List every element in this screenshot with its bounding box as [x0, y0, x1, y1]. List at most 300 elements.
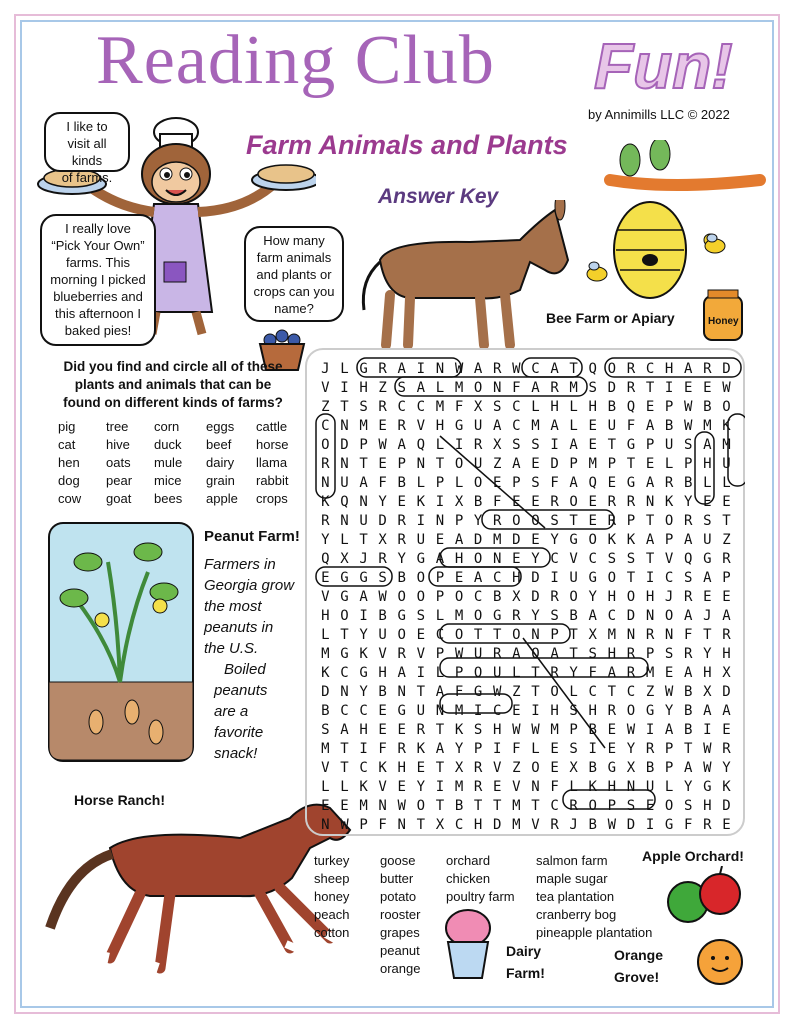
grid-letter: J — [664, 589, 674, 605]
grid-letter: C — [550, 551, 559, 567]
grid-letter: G — [569, 532, 578, 548]
grid-letter: O — [454, 456, 464, 472]
grid-letter: E — [645, 399, 655, 415]
grid-letter: I — [703, 722, 712, 738]
grid-letter: S — [588, 380, 597, 396]
grid-letter: G — [359, 665, 368, 681]
grid-letter: X — [473, 399, 483, 415]
grid-letter: T — [531, 665, 540, 681]
grid-letter: F — [684, 817, 693, 833]
grid-letter: E — [645, 798, 655, 814]
grid-letter: O — [397, 589, 406, 605]
grid-letter: C — [321, 418, 330, 434]
grid-letter: P — [512, 475, 521, 491]
grid-letter: O — [664, 608, 674, 624]
grid-letter: C — [397, 399, 406, 415]
grid-letter: A — [645, 418, 655, 434]
grid-letter: A — [722, 608, 731, 624]
grid-letter: E — [512, 551, 521, 567]
word: dog — [58, 473, 80, 488]
grid-letter: Y — [550, 532, 559, 548]
grid-letter: O — [531, 760, 540, 776]
grid-letter: R — [493, 646, 502, 662]
grid-letter: Y — [397, 551, 406, 567]
grid-letter: B — [664, 418, 674, 434]
grid-letter: O — [416, 798, 426, 814]
grid-letter: T — [493, 627, 502, 643]
peanut-fact-line: favorite — [214, 724, 264, 741]
grid-letter: K — [378, 760, 387, 776]
grid-letter: D — [531, 589, 540, 605]
grid-letter: A — [664, 722, 674, 738]
grid-letter: N — [340, 418, 349, 434]
grid-letter: A — [550, 361, 559, 377]
grid-letter: D — [473, 532, 483, 548]
grid-letter: X — [378, 532, 387, 548]
grid-letter: C — [340, 703, 349, 719]
bubble-3-line: farm animals — [256, 250, 332, 265]
grid-letter: W — [493, 684, 502, 700]
grid-letter: B — [684, 722, 693, 738]
bubble-2-line: farms. This — [65, 255, 131, 270]
grid-letter: C — [588, 551, 597, 567]
grid-letter: W — [454, 646, 464, 662]
grid-letter: E — [378, 703, 387, 719]
grid-letter: O — [416, 570, 426, 586]
grid-letter: D — [531, 570, 540, 586]
grid-letter: O — [512, 627, 521, 643]
grid-letter: O — [473, 608, 483, 624]
grid-letter: T — [473, 798, 483, 814]
grid-letter: M — [321, 646, 330, 662]
grid-letter: G — [645, 703, 655, 719]
grid-letter: S — [512, 437, 521, 453]
grid-letter: P — [664, 760, 674, 776]
grid-letter: M — [531, 418, 540, 434]
grid-letter: P — [607, 456, 617, 472]
grid-letter: H — [550, 703, 559, 719]
grid-letter: Y — [588, 589, 597, 605]
grid-letter: H — [703, 798, 712, 814]
grid-letter: N — [359, 494, 368, 510]
grid-letter: H — [703, 456, 712, 472]
grid-letter: O — [454, 589, 464, 605]
grid-letter: Y — [531, 608, 540, 624]
grid-letter: P — [607, 798, 617, 814]
answer-key-label: Answer Key — [378, 185, 499, 208]
grid-letter: N — [397, 817, 406, 833]
grid-letter: B — [684, 475, 693, 491]
grid-letter: M — [321, 741, 330, 757]
grid-letter: P — [664, 741, 674, 757]
grid-letter: B — [645, 760, 655, 776]
grid-letter: X — [340, 551, 349, 567]
grid-letter: B — [397, 475, 406, 491]
dairy-farm-line: Farm! — [506, 965, 545, 981]
grid-letter: D — [321, 684, 330, 700]
grid-letter: J — [703, 608, 712, 624]
grid-letter: E — [664, 665, 674, 681]
grid-letter: X — [454, 760, 464, 776]
grid-letter: W — [607, 817, 617, 833]
grid-letter: R — [321, 513, 330, 529]
grid-letter: Q — [626, 399, 636, 415]
word: eggs — [206, 419, 235, 434]
grid-letter: A — [340, 722, 349, 738]
peanut-fact-line: are a — [214, 703, 249, 720]
grid-letter: W — [626, 722, 636, 738]
grid-letter: N — [626, 627, 636, 643]
grid-letter: B — [703, 399, 712, 415]
grid-letter: F — [550, 475, 559, 491]
grid-letter: S — [684, 437, 693, 453]
grid-letter: A — [359, 475, 368, 491]
grid-letter: O — [569, 589, 578, 605]
bubble-1-line: visit all kinds — [67, 136, 107, 168]
grid-letter: N — [493, 380, 502, 396]
grid-letter: T — [645, 513, 655, 529]
grid-letter: V — [493, 760, 502, 776]
grid-letter: E — [340, 798, 349, 814]
word: corn — [154, 419, 180, 434]
grid-letter: F — [454, 399, 464, 415]
grid-letter: H — [454, 551, 464, 567]
grid-letter: T — [340, 627, 349, 643]
grid-letter: O — [626, 703, 636, 719]
grid-letter: K — [588, 779, 597, 795]
grid-letter: M — [607, 627, 617, 643]
grid-letter: M — [550, 722, 559, 738]
grid-letter: P — [664, 532, 674, 548]
grid-letter: M — [493, 532, 502, 548]
word: cranberry bog — [536, 907, 617, 922]
grid-letter: K — [607, 532, 617, 548]
grid-letter: T — [607, 437, 617, 453]
grid-letter: D — [512, 532, 521, 548]
grid-letter: E — [722, 817, 731, 833]
grid-letter: E — [607, 722, 617, 738]
honey-jar-icon — [700, 286, 746, 342]
grid-letter: Z — [645, 684, 655, 700]
grid-letter: A — [416, 380, 426, 396]
bubble-3-line: How many — [263, 233, 325, 248]
grid-letter: R — [550, 665, 559, 681]
grid-letter: L — [435, 665, 445, 681]
grid-letter: N — [378, 798, 387, 814]
grid-letter: E — [703, 589, 712, 605]
grid-letter: G — [359, 361, 368, 377]
grid-letter: R — [607, 513, 617, 529]
grid-letter: C — [607, 608, 617, 624]
grid-letter: E — [684, 380, 693, 396]
grid-letter: I — [493, 741, 502, 757]
grid-letter: H — [703, 665, 712, 681]
grid-letter: D — [493, 817, 502, 833]
grid-letter: L — [569, 399, 578, 415]
grid-letter: Y — [473, 513, 483, 529]
speech-bubble-3 — [244, 226, 344, 322]
bee-icon — [582, 260, 612, 284]
grid-letter: B — [321, 703, 330, 719]
grid-letter: V — [512, 779, 521, 795]
grid-letter: I — [416, 513, 426, 529]
grid-letter: V — [321, 760, 330, 776]
grid-letter: I — [588, 741, 597, 757]
grid-letter: E — [531, 532, 540, 548]
grid-letter: L — [569, 779, 578, 795]
grid-letter: Y — [684, 494, 693, 510]
word: horse — [256, 437, 289, 452]
grid-letter: A — [473, 361, 483, 377]
grid-letter: R — [550, 494, 559, 510]
grid-letter: N — [321, 817, 330, 833]
grid-letter: B — [493, 589, 502, 605]
grid-letter: R — [378, 551, 387, 567]
word: goose — [380, 853, 416, 868]
grid-letter: I — [416, 665, 426, 681]
grid-letter: V — [416, 646, 426, 662]
grid-letter: W — [512, 361, 521, 377]
grid-letter: Y — [416, 779, 426, 795]
grid-letter: C — [512, 399, 521, 415]
grid-letter: T — [340, 399, 349, 415]
grid-letter: U — [722, 456, 731, 472]
word: oats — [106, 455, 131, 470]
grid-letter: I — [416, 361, 426, 377]
peanut-fact-line: peanuts in — [204, 619, 274, 636]
grid-letter: E — [531, 494, 540, 510]
grid-letter: Y — [359, 627, 368, 643]
grid-letter: G — [703, 779, 712, 795]
grid-letter: D — [550, 456, 559, 472]
grid-letter: A — [684, 665, 693, 681]
grid-letter: T — [359, 532, 368, 548]
grid-letter: B — [607, 399, 617, 415]
grid-letter: Y — [378, 494, 387, 510]
grid-letter: R — [607, 703, 617, 719]
grid-letter: R — [473, 760, 483, 776]
wordbank-col-2 — [106, 418, 132, 508]
grid-letter: I — [645, 817, 655, 833]
grid-letter: Z — [493, 456, 502, 472]
grid-letter: B — [588, 722, 597, 738]
grid-letter: N — [493, 551, 502, 567]
grid-letter: R — [722, 551, 731, 567]
grid-letter: F — [512, 741, 521, 757]
grid-letter: A — [703, 437, 712, 453]
grid-letter: W — [684, 418, 693, 434]
grid-letter: R — [550, 817, 559, 833]
wordbank-bottom-col-2 — [380, 852, 420, 978]
bubble-2-line: baked pies! — [64, 323, 132, 338]
word: mice — [154, 473, 182, 488]
grid-letter: P — [397, 456, 406, 472]
grid-letter: E — [588, 513, 597, 529]
dairy-farm-line: Dairy — [506, 943, 542, 959]
grid-letter: R — [626, 380, 636, 396]
grid-letter: X — [588, 627, 597, 643]
grid-letter: Z — [512, 760, 521, 776]
grid-letter: N — [645, 608, 655, 624]
grid-letter: Y — [684, 779, 693, 795]
grid-letter: H — [473, 817, 483, 833]
grid-letter: T — [340, 760, 349, 776]
word: sheep — [314, 871, 350, 886]
grid-letter: G — [664, 817, 674, 833]
grid-letter: G — [340, 589, 349, 605]
grid-letter: A — [684, 532, 693, 548]
grid-letter: R — [397, 532, 406, 548]
grid-letter: I — [645, 570, 655, 586]
grid-letter: B — [684, 684, 693, 700]
grid-letter: R — [397, 513, 406, 529]
grid-letter: G — [626, 475, 636, 491]
grid-letter: S — [626, 551, 636, 567]
grid-letter: D — [626, 817, 636, 833]
grid-letter: C — [493, 570, 502, 586]
grid-letter: E — [512, 703, 521, 719]
word: butter — [380, 871, 414, 886]
grid-letter: T — [645, 551, 655, 567]
grid-letter: F — [550, 779, 559, 795]
grid-letter: H — [588, 399, 597, 415]
grid-letter: X — [626, 760, 636, 776]
grid-letter: K — [359, 646, 368, 662]
grid-letter: A — [722, 703, 731, 719]
wordbank-col-5 — [256, 418, 289, 508]
grid-letter: P — [569, 722, 578, 738]
peanut-fact-line: peanuts — [214, 682, 268, 699]
grid-letter: O — [626, 589, 636, 605]
grid-letter: A — [703, 570, 712, 586]
grid-letter: E — [397, 494, 406, 510]
grid-letter: T — [569, 361, 578, 377]
grid-letter: P — [645, 646, 655, 662]
grid-letter: K — [321, 665, 330, 681]
grid-letter: W — [340, 817, 349, 833]
grid-letter: F — [512, 380, 521, 396]
peanut-fact-line: the U.S. — [204, 640, 259, 657]
word: rooster — [380, 907, 421, 922]
grid-letter: M — [454, 608, 464, 624]
grid-letter: Y — [454, 741, 464, 757]
grid-letter: O — [569, 494, 578, 510]
grid-letter: A — [569, 437, 578, 453]
word: chicken — [446, 871, 491, 886]
grid-letter: N — [626, 779, 636, 795]
grid-letter: N — [531, 627, 540, 643]
grid-letter: X — [703, 684, 712, 700]
grid-letter: C — [435, 627, 445, 643]
grid-letter: Q — [588, 361, 597, 377]
peanut-fact-line: snack! — [214, 745, 258, 762]
grid-letter: M — [722, 437, 731, 453]
grid-letter: D — [607, 380, 617, 396]
grid-letter: L — [454, 475, 464, 491]
speech-bubble-1 — [44, 112, 130, 185]
grid-letter: R — [493, 361, 502, 377]
grid-letter: J — [569, 817, 578, 833]
grid-letter: S — [569, 703, 578, 719]
grid-letter: O — [664, 798, 674, 814]
bubble-2-line: morning I picked — [50, 272, 146, 287]
word: bees — [154, 491, 183, 506]
grid-letter: N — [321, 475, 330, 491]
grid-letter: S — [626, 798, 636, 814]
grid-letter: L — [512, 665, 521, 681]
grid-letter: G — [473, 684, 483, 700]
grid-letter: Z — [722, 532, 731, 548]
grid-letter: M — [588, 456, 597, 472]
grid-letter: S — [684, 570, 693, 586]
grid-letter: Y — [664, 703, 674, 719]
grid-letter: Q — [340, 494, 349, 510]
grid-letter: R — [626, 646, 636, 662]
grid-letter: W — [378, 437, 387, 453]
word: hen — [58, 455, 80, 470]
grid-letter: A — [493, 418, 502, 434]
word: salmon farm — [536, 853, 608, 868]
grid-letter: W — [378, 589, 387, 605]
grid-letter: A — [588, 608, 597, 624]
grid-letter: C — [645, 361, 655, 377]
honey-jar-label: Honey — [708, 316, 739, 327]
word: cow — [58, 491, 82, 506]
grid-letter: X — [569, 760, 578, 776]
grid-letter: S — [321, 722, 330, 738]
grid-letter: B — [684, 703, 693, 719]
grid-letter: O — [473, 380, 483, 396]
grid-letter: E — [722, 494, 731, 510]
grid-letter: T — [416, 817, 426, 833]
grid-letter: V — [378, 779, 387, 795]
bubble-2-line: blueberries and — [53, 289, 143, 304]
grid-letter: O — [607, 361, 617, 377]
grid-letter: J — [321, 361, 330, 377]
word: peanut — [380, 943, 420, 958]
grid-letter: S — [588, 646, 597, 662]
grid-letter: R — [378, 399, 387, 415]
word: turkey — [314, 853, 350, 868]
grid-letter: M — [454, 703, 464, 719]
grid-letter: N — [340, 456, 349, 472]
grid-letter: L — [703, 475, 712, 491]
grid-letter: X — [722, 665, 731, 681]
bee-icon — [700, 232, 730, 256]
grid-letter: S — [550, 608, 559, 624]
grid-letter: R — [703, 817, 712, 833]
grid-letter: D — [722, 798, 731, 814]
grid-letter: I — [664, 380, 674, 396]
grid-letter: T — [569, 646, 578, 662]
grid-letter: C — [512, 418, 521, 434]
grid-letter: C — [493, 703, 502, 719]
word: mule — [154, 455, 183, 470]
grid-letter: L — [435, 380, 445, 396]
grid-letter: E — [493, 475, 502, 491]
grid-letter: E — [416, 760, 426, 776]
grid-letter: V — [321, 380, 330, 396]
grid-letter: O — [321, 437, 330, 453]
grid-letter: I — [531, 703, 540, 719]
grid-letter: O — [416, 589, 426, 605]
grid-letter: R — [626, 494, 636, 510]
grid-letter: E — [722, 589, 731, 605]
peanut-fact-line: Georgia grow — [204, 577, 295, 594]
bubble-3-line: crops can you — [253, 284, 335, 299]
grid-letter: M — [703, 418, 712, 434]
grid-letter: N — [435, 513, 445, 529]
